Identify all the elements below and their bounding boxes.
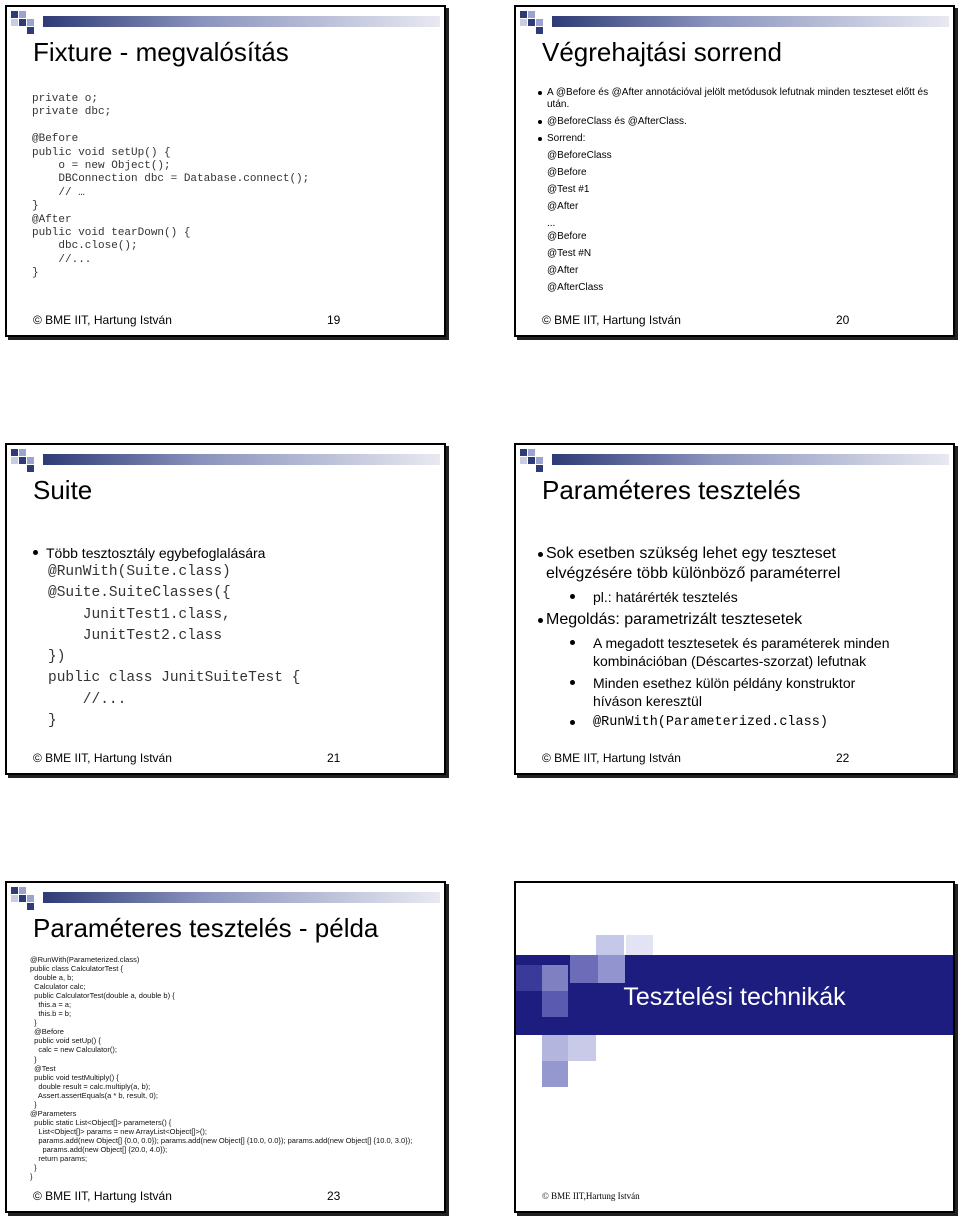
order-item: @AfterClass [547, 282, 604, 293]
slide-number: 23 [327, 1189, 341, 1203]
code-block: @RunWith(Parameterized.class) public class CalculatorTest { double a, b; Calculator calc; public CalculatorTest(double a, double b) { this.a = a; this.b = b; } @Before public void setUp() { calc = new Calculator(); } @Test public void testMultiply() { double result = calc.multiply(a, b); Assert.assertEquals(a * b, result, 0); } @Parameters public static List<Object[]> parameters() { List<Object[]> params = new ArrayList<Object[]>(); params.add(new Object[] {0.0, 0.0}); params.add(new Object[] {10.0, 0.0}); params.add(new Object[] {10.0, 3.0}); params.add(new Object[] {20.0, 4.0}); return params; } } [30, 955, 413, 1182]
slide-decoration [11, 11, 41, 33]
decor-square [542, 1061, 568, 1087]
header-bar [43, 454, 440, 465]
slide-23 [5, 881, 446, 1213]
list-item: A megadott tesztesetek és paraméterek minden kombinációban (Déscartes-szorzat) lefutnak [570, 634, 898, 670]
order-item: @Test #1 [547, 184, 590, 195]
list-item: Sok esetben szükség lehet egy teszteset elvégzésére több különböző paraméterrel [538, 544, 898, 584]
slide-20 [514, 5, 955, 337]
bullet-list [538, 87, 933, 299]
slide-footer: © BME IIT, Hartung István [33, 1189, 172, 1203]
slide-footer: © BME IIT,Hartung István [542, 1191, 640, 1201]
slide-title: Suite [33, 475, 93, 505]
bullet-list [33, 544, 433, 732]
order-item: @After [547, 265, 579, 276]
slide-decoration [520, 449, 550, 471]
slide-title: Paraméteres tesztelés - példa [33, 913, 379, 943]
list-item: @BeforeClass és @AfterClass. [538, 116, 933, 128]
list-item: Megoldás: parametrizált tesztesetek [538, 610, 898, 630]
slide-title: Paraméteres tesztelés [542, 475, 801, 505]
slide-19 [5, 5, 446, 337]
header-bar [552, 16, 949, 27]
code-block: @RunWith(Suite.class) @Suite.SuiteClasses({ JunitTest1.class, JunitTest2.class }) public class JunitSuiteTest { //... } [48, 564, 301, 730]
slide-22 [514, 443, 955, 775]
order-item: ... [547, 218, 556, 229]
list-item: Több tesztosztály egybefoglalására [33, 544, 433, 562]
slide-footer: © BME IIT, Hartung István [33, 313, 172, 327]
order-item: @Before [547, 167, 587, 178]
slide-decoration [11, 887, 41, 909]
slide-footer: © BME IIT, Hartung István [542, 313, 681, 327]
list-item: A @Before és @After annotációval jelölt metódusok lefutnak minden teszteset előtt és után. [538, 87, 933, 111]
list-item: pl.: határérték tesztelés [570, 588, 898, 606]
order-item: @After [547, 201, 579, 212]
slide-title: Fixture - megvalósítás [33, 37, 289, 67]
slide-footer: © BME IIT, Hartung István [33, 751, 172, 765]
list-item: @RunWith(Parameterized.class) [570, 714, 898, 732]
slide-number: 22 [836, 751, 850, 765]
header-bar [43, 892, 440, 903]
decor-square [598, 955, 625, 983]
section-title: Tesztelési technikák [623, 983, 846, 1011]
order-item: @Before [547, 231, 587, 242]
decor-square [542, 1035, 568, 1061]
list-item: Minden esethez külön példány konstruktor híváson keresztül [570, 674, 898, 710]
code-block: private o; private dbc; @Before public void setUp() { o = new Object(); DBConnection dbc = Database.connect(); // … } @After public void tearDown() { dbc.close(); //... } [32, 93, 310, 280]
decor-square [570, 955, 598, 983]
header-bar [552, 454, 949, 465]
slide-number: 19 [327, 313, 341, 327]
slide-number: 21 [327, 751, 341, 765]
slide-title: Végrehajtási sorrend [542, 37, 782, 67]
order-item: @BeforeClass [547, 150, 612, 161]
section-band [516, 955, 953, 1035]
order-item: @Test #N [547, 248, 592, 259]
slide-footer: © BME IIT, Hartung István [542, 751, 681, 765]
header-bar [43, 16, 440, 27]
slide-decoration [520, 11, 550, 33]
slide-24 [514, 881, 955, 1213]
slide-21 [5, 443, 446, 775]
bullet-list [538, 544, 898, 736]
list-item: Sorrend: [538, 133, 933, 145]
slide-number: 20 [836, 313, 850, 327]
decor-square [568, 1035, 596, 1061]
slide-decoration [11, 449, 41, 471]
